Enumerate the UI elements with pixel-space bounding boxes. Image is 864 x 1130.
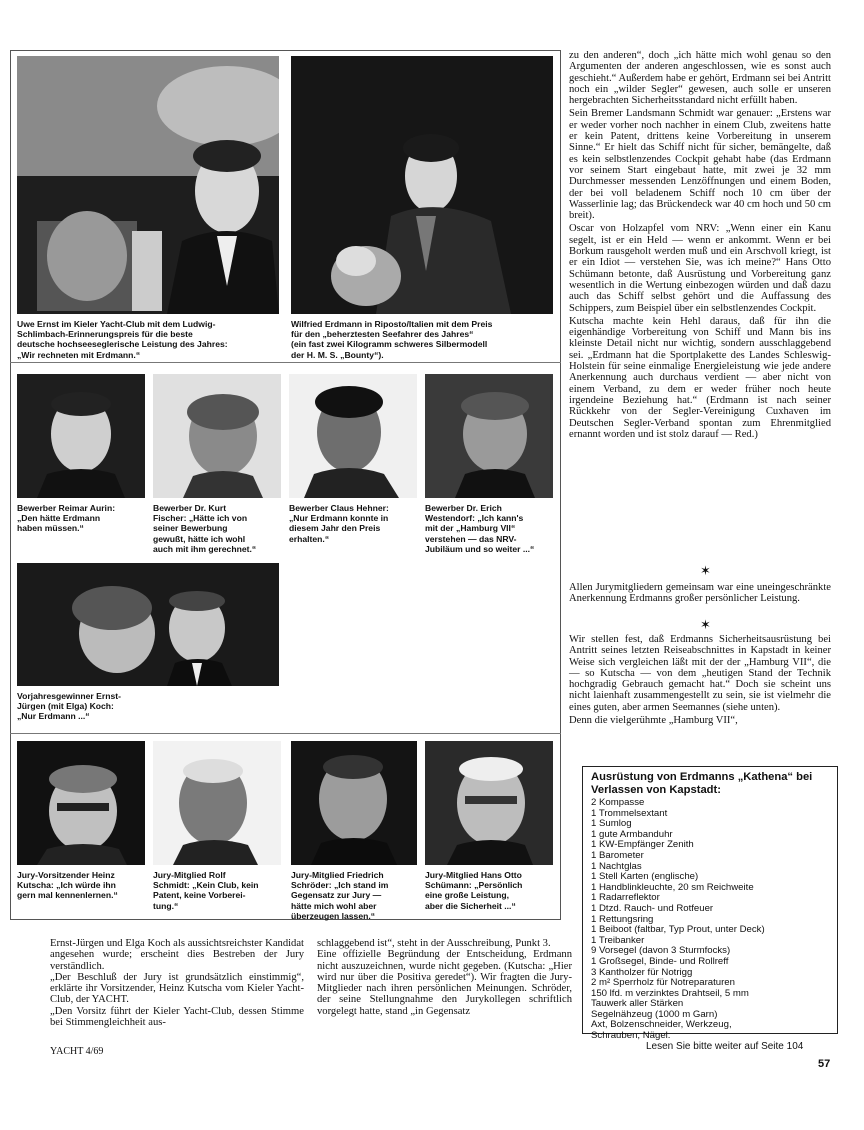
equipment-item: Schrauben, Nägel. (591, 1030, 671, 1042)
caption-schroeder: Jury-Mitglied Friedrich Schröder: „Ich stand im Gegensatz zur Jury — hätte mich wohl aber überzeugen lassen.“ (291, 870, 389, 921)
photo-westendorf (425, 374, 553, 498)
section-star: ✶ (700, 564, 711, 579)
equipment-item: 1 Barometer (591, 849, 644, 861)
footer-continue: Lesen Sie bitte weiter auf Seite 104 (646, 1041, 804, 1052)
photo-wilfried-erdmann (291, 56, 553, 314)
equipment-item: 1 Dtzd. Rauch- und Rotfeuer (591, 902, 714, 914)
equipment-item: 9 Vorsegel (davon 3 Sturmfocks) (591, 945, 731, 957)
photo-koch (17, 563, 279, 686)
right-column-text-lower (569, 634, 831, 728)
photo-schmidt (153, 741, 281, 865)
bottom-column-2: schlaggebend ist“, steht in der Ausschreibung, Punkt 3. Eine offizielle Begründung der Entscheidung, Erdmann nicht auszuzeichnen, wurde nicht gegeben. (Kutscha: „Hier wird nur über die Positiva geredet“). Wir fragten die Jury-Mitglieder nach ihren persönlichen Meinungen. Schröder, der seine Stellungnahme den Jurykollegen schriftlich vorgelegt hatte, stand „in Gegensatz (317, 938, 572, 1017)
equipment-item: 1 Beiboot (faltbar, Typ Prout, unter Deck) (591, 924, 765, 936)
bottom-column-1: Ernst-Jürgen und Elga Koch als aussichtsreichster Kandidat angesehen wurde; erscheint dies Bestreben der Jury verständlich. „Der Beschluß der Jury ist grundsätzlich einstimmig“, erklärte ihr Vorsitzender, Heinz Kutscha vom Kieler Yacht-Club, der YACHT. „Den Vorsitz führt der Kieler Yacht-Club, dessen Stimme bei Stimmengleichheit aus- (50, 938, 304, 1029)
photo-aurin (17, 374, 145, 498)
equipment-item: Axt, Bolzenschneider, Werkzeug, (591, 1019, 732, 1031)
paragraph: Wir stellen fest, daß Erdmanns Sicherheitsausrüstung bei Antritt seines letzten Reiseabschnittes in Kapstadt in keiner Weise sich vergleichen läßt mit der der „Hamburg VII“, die — so Kutscha — von dem „heutigen Stand der Technik hochgradig Gebrauch gemacht hat.“ Doch sie scheint uns nicht laienhaft zusammengestellt zu sein, sie ist vielmehr die eines guten, aber armen Seemannes (siehe unten). (569, 634, 831, 713)
caption-kutscha: Jury-Vorsitzender Heinz Kutscha: „Ich würde ihn gern mal kennenlernen.“ (17, 870, 118, 901)
caption-uwe-ernst: Uwe Ernst im Kieler Yacht-Club mit dem Ludwig- Schlimbach-Erinnerungspreis für die beste deutsche hochseeseglerische Leistung des Jahres: „Wir rechneten mit Erdmann.“ (17, 319, 228, 360)
footer-magazine-name: YACHT (50, 1046, 84, 1057)
equipment-item: 2 Kompasse (591, 797, 645, 808)
separator-line (10, 362, 561, 363)
equipment-item: Tauwerk aller Stärken (591, 998, 684, 1010)
paragraph: Allen Jurymitgliedern gemeinsam war eine uneingeschränkte Anerkennung Erdmanns großer persönlicher Leistung. (569, 582, 831, 605)
equipment-item: Segelnähzeug (1000 m Garn) (591, 1008, 718, 1020)
equipment-item: 3 Kantholzer für Notrigg (591, 966, 693, 978)
photo-fischer (153, 374, 281, 498)
paragraph: Oscar von Holzapfel vom NRV: „Wenn einer ein Kanu segelt, ist er ein Held — wenn er ankommt. Wenn er bei Borkum rausgeholt werden muß und ein Arschvoll kriegt, ist er ein Idiot — verstehen Sie, was ich meine?“ Hans Otto Schümann betonte, daß Ausrüstung und Vorbereitung ganz wesentlich in die Wertung einbezogen würden und daß dazu auch das Schiff selbst gehört und die Auffassung des Schippers, zum Beispiel über ein selbstlenzendes Cockpit. (569, 223, 831, 314)
page-number: 57 (818, 1058, 831, 1070)
equipment-item: 1 Handblinkleuchte, 20 sm Reichweite (591, 881, 754, 893)
paragraph: zu den anderen“, doch „ich hätte mich wohl genau so den Argumenten der anderen angeschlossen, wie es sonst auch geschieht.“ Außerdem habe er gehört, Erdmann sei bei Antritt noch ein „wilder Segler“ gewesen, auch solle er unseren hergebrachten Sicherheitsstandard nicht erfüllt haben. (569, 50, 831, 107)
caption-erdmann: Wilfried Erdmann in Riposto/Italien mit dem Preis für den „beherztesten Seefahrer des Jahres“ (ein fast zwei Kilogramm schweres Silbermodell der H. M. S. „Bounty“). (291, 319, 493, 360)
photo-uwe-ernst (17, 56, 279, 314)
equipment-item: 1 Rettungsring (591, 913, 654, 925)
equipment-item: 1 Radarreflektor (591, 892, 660, 904)
caption-schuemann: Jury-Mitglied Hans Otto Schümann: „Persönlich eine große Leistung, aber die Sicherheit ...“ (425, 870, 523, 911)
footer-magazine (50, 1046, 103, 1057)
separator-line (10, 733, 561, 734)
caption-koch: Vorjahresgewinner Ernst- Jürgen (mit Elga) Koch: „Nur Erdmann ...“ (17, 691, 121, 722)
photo-schroeder (291, 741, 417, 865)
footer-issue: 4/69 (85, 1046, 104, 1057)
section-star: ✶ (700, 618, 711, 633)
equipment-box (582, 766, 838, 1042)
photo-schuemann (425, 741, 553, 865)
paragraph: Kutscha machte kein Hehl daraus, daß für ihn die eigenhändige Vorbereitung von Schiff und Mann bis ins kleinste Detail nicht nur wichtig, sondern ausschlaggebend sei. „Erdmann hat die Sportplakette des Landes Schleswig-Holstein für seine einmalige Energieleistung wie jede andere Anerkennung auch durchaus verdient — aber nicht von einem Verband, zu dem er weder früher noch heute irgendeine Beziehung hat.“ (Erdmann ist nach seiner Rückkehr von der Segler-Vereinigung Cuxhaven im Deutschen Segler-Verband spontan zum Ehrenmitglied ernannt worden und ist stolz darauf — Red.) (569, 315, 831, 440)
equipment-item: 2 m² Sperrholz für Notreparaturen (591, 977, 735, 989)
equipment-list (591, 798, 829, 1042)
equipment-item: 1 KW-Empfänger Zenith (591, 839, 694, 851)
equipment-item: 1 Trommelsextant (591, 807, 668, 819)
right-column-text-upper (569, 50, 831, 442)
equipment-item: 1 Großsegel, Binde- und Rollreff (591, 955, 729, 967)
equipment-item: 1 Treibanker (591, 934, 645, 946)
paragraph: Sein Bremer Landsmann Schmidt war genauer: „Erstens war er weder vorher noch nachher in einem Club, zweitens hatte er kein Patent, drittens keine Vorbereitung in unserem Sinne.“ Er hielt das Schiff nicht für sicher, bemängelte, daß es kein selbstlenzendes Cockpit gehabt habe (das Erdmann vor seinem Start eingebaut hatte, mit zwei je 32 mm Durchmesser messenden Lenzöffnungen und einem Boden, der bei voll beladenem Schiff noch 10 cm über der Wasserlinie lag; das Brückendeck war 40 cm hoch und 50 cm breit). (569, 108, 831, 222)
caption-hehner: Bewerber Claus Hehner: „Nur Erdmann konnte in diesem Jahr den Preis erhalten.“ (289, 503, 389, 544)
paragraph: Denn die vielgerühmte „Hamburg VII“, (569, 715, 738, 727)
equipment-item: 1 Nachtglas (591, 860, 642, 872)
caption-aurin: Bewerber Reimar Aurin: „Den hätte Erdmann haben müssen.“ (17, 503, 116, 534)
equipment-item: 1 gute Armbanduhr (591, 828, 673, 840)
photo-kutscha (17, 741, 145, 865)
caption-westendorf: Bewerber Dr. Erich Westendorf: „Ich kann's mit der „Hamburg VII“ verstehen — das NRV- Jubiläum und so weiter ...“ (425, 503, 535, 554)
equipment-box-title: Ausrüstung von Erdmanns „Kathena“ bei Verlassen von Kapstadt: (591, 771, 813, 796)
equipment-item: 1 Sumlog (591, 818, 632, 830)
equipment-item: 150 lfd. m verzinktes Drahtseil, 5 mm (591, 987, 749, 999)
caption-schmidt: Jury-Mitglied Rolf Schmidt: „Kein Club, kein Patent, keine Vorberei- tung.“ (153, 870, 259, 911)
photo-hehner (289, 374, 417, 498)
equipment-item: 1 Stell Karten (englische) (591, 871, 699, 883)
right-column-text-middle (569, 582, 831, 607)
caption-fischer: Bewerber Dr. Kurt Fischer: „Hätte ich von seiner Bewerbung gewußt, hätte ich wohl auch mit ihm gerechnet.“ (153, 503, 257, 554)
